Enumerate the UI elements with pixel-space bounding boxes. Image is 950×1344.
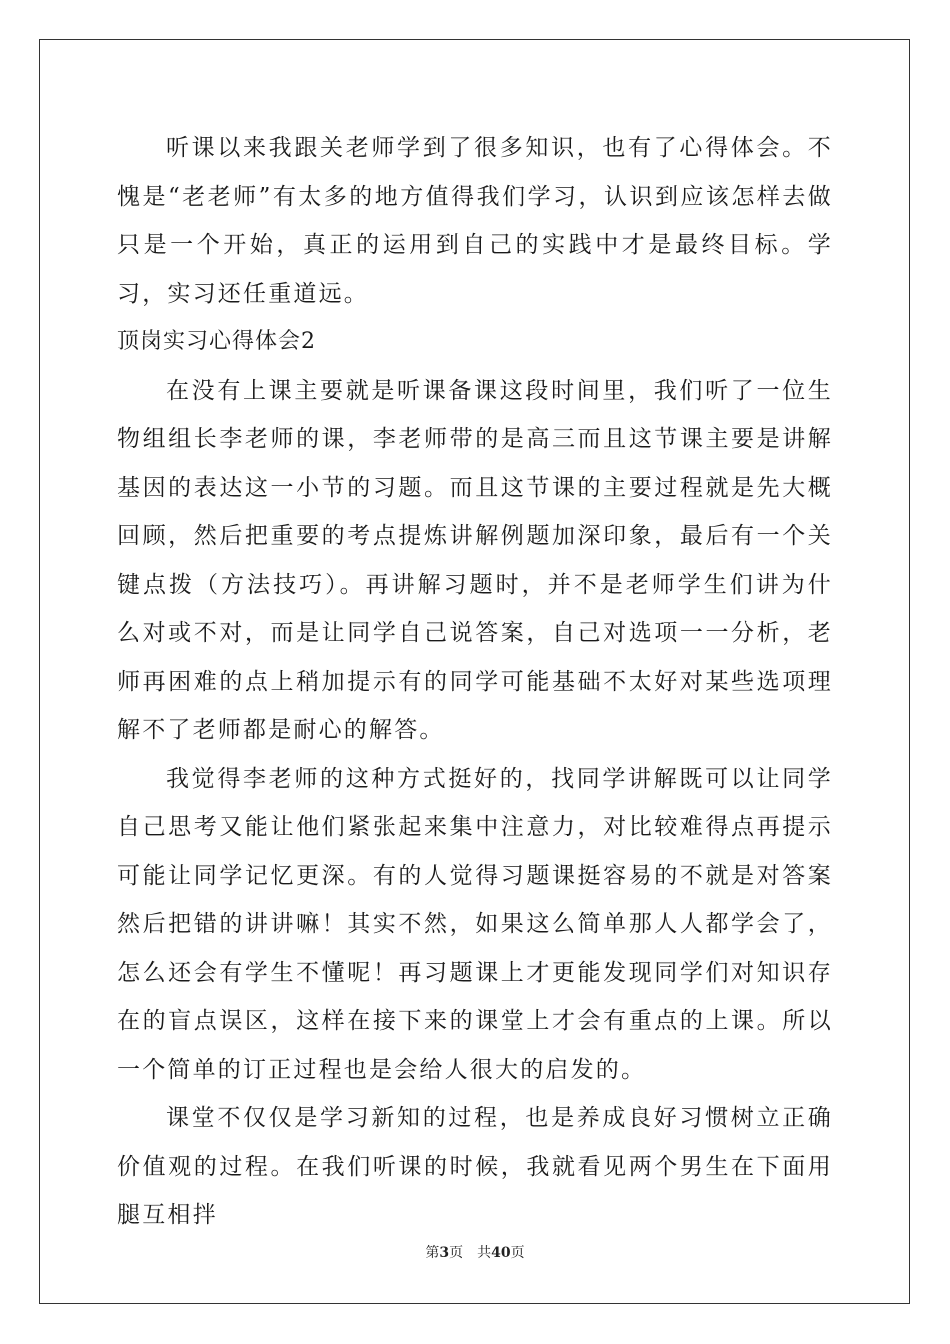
page-current: 3 — [439, 1245, 450, 1261]
paragraph: 在没有上课主要就是听课备课这段时间里，我们听了一位生物组组长李老师的课，李老师带的是高三而且这节课主要是讲解基因的表达这一小节的习题。而且这节课的主要过程就是先大概回顾，然后把重要的考点提炼讲解例题加深印象，最后有一个关键点拨（方法技巧）。再讲解习题时，并不是老师学生们讲为什么对或不对，而是让同学自己说答案，自己对选项一一分析，老师再困难的点上稍加提示有的同学可能基础不太好对某些选项理解不了老师都是耐心的解答。 — [117, 377, 833, 743]
paragraph: 我觉得李老师的这种方式挺好的，找同学讲解既可以让同学自己思考又能让他们紧张起来集中注意力，对比较难得点再提示可能让同学记忆更深。有的人觉得习题课挺容易的不就是对答案然后把错的讲讲嘛！其实不然，如果这么简单那人人都学会了，怎么还会有学生不懂呢！再习题课上才更能发现同学们对知识存在的盲点误区，这样在接下来的课堂上才会有重点的上课。所以一个简单的订正过程也是会给人很大的启发的。 — [117, 765, 833, 1083]
paragraph: 听课以来我跟关老师学到了很多知识，也有了心得体会。不愧是“老老师”有太多的地方值得我们学习，认识到应该怎样去做只是一个开始，真正的运用到自己的实践中才是最终目标。学习，实习还任重道远。 — [117, 135, 833, 307]
page-footer — [0, 1242, 950, 1262]
section-heading: 顶岗实习心得体会2 — [117, 329, 316, 354]
paragraph: 课堂不仅仅是学习新知的过程，也是养成良好习惯树立正确价值观的过程。在我们听课的时候，我就看见两个男生在下面用腿互相拌 — [117, 1105, 833, 1228]
total-suffix: 页 — [510, 1245, 525, 1261]
document-body — [117, 124, 833, 1240]
total-prefix: 共 — [477, 1245, 492, 1261]
page-suffix: 页 — [449, 1245, 464, 1261]
page-total: 40 — [491, 1245, 511, 1261]
page-prefix: 第 — [425, 1245, 440, 1261]
